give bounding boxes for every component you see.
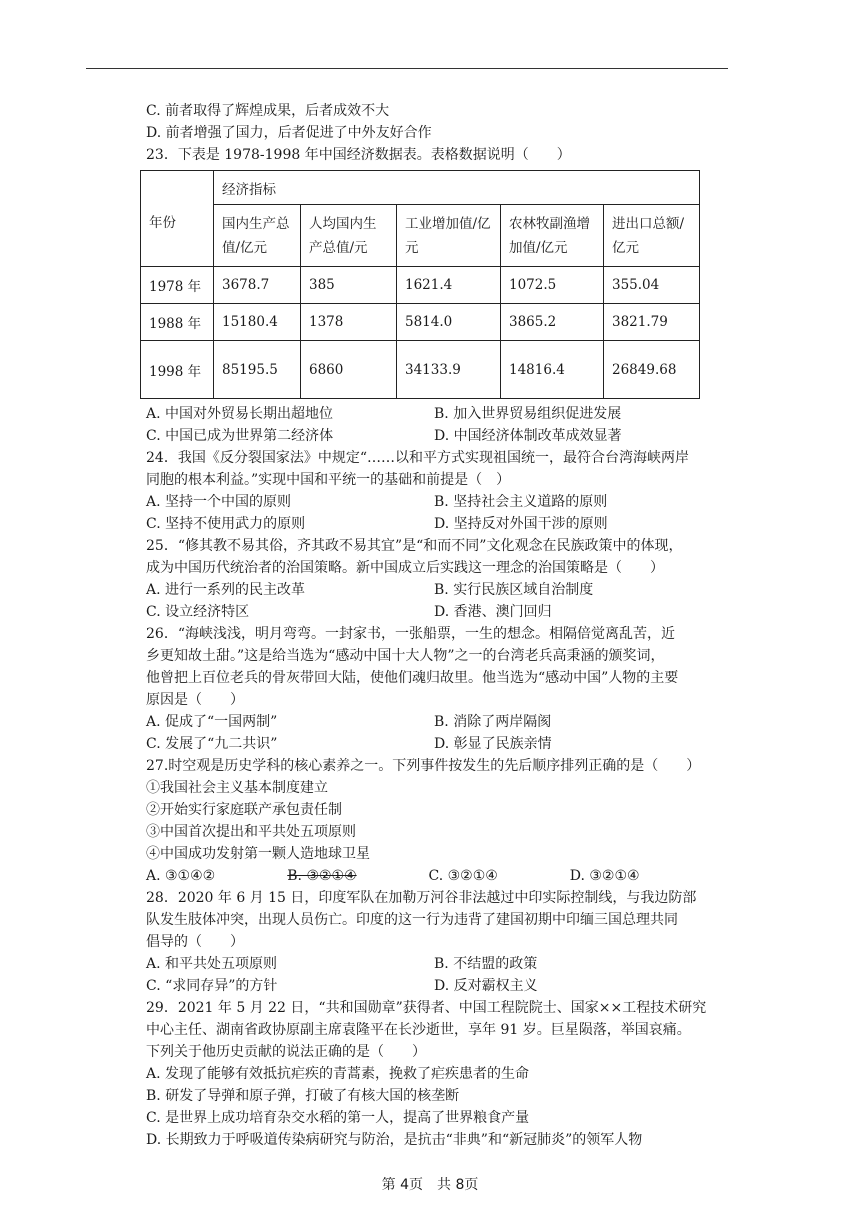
option-d: D. 中国经济体制改革成效显著 bbox=[434, 428, 622, 444]
table-cell: 1621.4 bbox=[397, 267, 501, 304]
question-24 bbox=[146, 447, 711, 535]
option-b: B. 消除了两岸隔阂 bbox=[434, 714, 552, 730]
col-header-gdp-per-capita: 人均国内生产总值/元 bbox=[301, 205, 397, 267]
option-b: B. 坚持社会主义道路的原则 bbox=[434, 494, 608, 510]
option-b: B. 加入世界贸易组织促进发展 bbox=[434, 406, 622, 422]
table-row bbox=[141, 267, 700, 304]
table-cell: 85195.5 bbox=[214, 341, 301, 399]
q29-stem-line3: 下列关于他历史贡献的说法正确的是（ ） bbox=[146, 1044, 426, 1060]
option-c: C. 设立经济特区 bbox=[146, 604, 250, 620]
table-cell: 385 bbox=[301, 267, 397, 304]
q26-stem-line4: 原因是（ ） bbox=[146, 692, 244, 708]
year-cell: 1978 年 bbox=[141, 267, 214, 304]
table-row bbox=[141, 304, 700, 341]
option-c: C. 是世界上成功培育杂交水稻的第一人，提高了世界粮食产量 bbox=[146, 1110, 530, 1126]
page-number-footer: 第 4页 共 8页 bbox=[381, 1177, 479, 1193]
option-d: D. 香港、澳门回归 bbox=[434, 604, 552, 620]
col-header-agriculture: 农林牧副渔增加值/亿元 bbox=[501, 205, 604, 267]
question-25 bbox=[146, 535, 711, 623]
question-26 bbox=[146, 623, 711, 755]
table-cell: 5814.0 bbox=[397, 304, 501, 341]
option-b: B. 研发了导弹和原子弹，打破了有核大国的核垄断 bbox=[146, 1088, 460, 1104]
q27-item-1: ①我国社会主义基本制度建立 bbox=[146, 780, 328, 796]
q27-options bbox=[146, 865, 711, 887]
col-header-trade: 进出口总额/亿元 bbox=[604, 205, 700, 267]
col-header-gdp: 国内生产总值/亿元 bbox=[214, 205, 301, 267]
question-29 bbox=[146, 997, 711, 1151]
year-cell: 1998 年 bbox=[141, 341, 214, 399]
q27-item-3: ③中国首次提出和平共处五项原则 bbox=[146, 824, 356, 840]
table-cell: 355.04 bbox=[604, 267, 700, 304]
q28-stem-line3: 倡导的（ ） bbox=[146, 934, 244, 950]
q23-stem: 23．下表是 1978-1998 年中国经济数据表。表格数据说明（ ） bbox=[146, 147, 571, 163]
option-d: D. 彰显了民族亲情 bbox=[434, 736, 552, 752]
option-c: C. 发展了“九二共识” bbox=[146, 736, 278, 752]
table-cell: 6860 bbox=[301, 341, 397, 399]
option-c: C. 中国已成为世界第二经济体 bbox=[146, 428, 334, 444]
option-d: D. 坚持反对外国干涉的原则 bbox=[434, 516, 608, 532]
indicator-group-header: 经济指标 bbox=[214, 171, 700, 205]
q27-item-4: ④中国成功发射第一颗人造地球卫星 bbox=[146, 846, 370, 862]
q26-stem-line3: 他曾把上百位老兵的骨灰带回大陆，使他们魂归故里。他当选为“感动中国”人物的主要 bbox=[146, 670, 679, 686]
q27-stem: 27.时空观是历史学科的核心素养之一。下列事件按发生的先后顺序排列正确的是（ ） bbox=[146, 758, 701, 774]
table-cell: 1378 bbox=[301, 304, 397, 341]
option-d: D. 反对霸权主义 bbox=[434, 978, 538, 994]
q24-stem-line2: 同胞的根本利益。”实现中国和平统一的基础和前提是（ ） bbox=[146, 472, 511, 488]
col-header-industry: 工业增加值/亿元 bbox=[397, 205, 501, 267]
option-b: B. 不结盟的政策 bbox=[434, 956, 538, 972]
option-a: A. ③①④② bbox=[146, 868, 216, 884]
table-row bbox=[141, 341, 700, 399]
q23-options bbox=[146, 403, 711, 447]
exam-page bbox=[146, 100, 711, 1151]
q29-stem-line1: 29．2021 年 5 月 22 日，“共和国勋章”获得者、中国工程院院士、国家××工程技术研究 bbox=[146, 1000, 707, 1016]
option-a: A. 进行一系列的民主改革 bbox=[146, 582, 306, 598]
option-b: B. ③②①④ bbox=[287, 868, 357, 884]
question-27 bbox=[146, 755, 711, 887]
option-a: A. 坚持一个中国的原则 bbox=[146, 494, 292, 510]
table-cell: 3678.7 bbox=[214, 267, 301, 304]
option-a: A. 中国对外贸易长期出超地位 bbox=[146, 406, 334, 422]
q26-stem-line1: 26．“海峡浅浅，明月弯弯。一封家书，一张船票，一生的想念。相隔倍觉离乱苦，近 bbox=[146, 626, 675, 642]
q27-item-2: ②开始实行家庭联产承包责任制 bbox=[146, 802, 342, 818]
table-cell: 1072.5 bbox=[501, 267, 604, 304]
question-28 bbox=[146, 887, 711, 997]
q28-stem-line2: 队发生肢体冲突，出现人员伤亡。印度的这一行为违背了建国初期中印缅三国总理共同 bbox=[146, 912, 678, 928]
option-c: C. ③②①④ bbox=[428, 868, 498, 884]
q26-options bbox=[146, 711, 711, 755]
q29-stem-line2: 中心主任、湖南省政协原副主席袁隆平在长沙逝世，享年 91 岁。巨星陨落，举国哀痛。 bbox=[146, 1022, 691, 1038]
q25-stem-line2: 成为中国历代统治者的治国策略。新中国成立后实践这一理念的治国策略是（ ） bbox=[146, 560, 664, 576]
option-d: D. ③②①④ bbox=[569, 868, 640, 884]
table-cell: 15180.4 bbox=[214, 304, 301, 341]
q25-stem-line1: 25．“修其教不易其俗，齐其政不易其宜”是“和而不同”文化观念在民族政策中的体现， bbox=[146, 538, 683, 554]
q28-options bbox=[146, 953, 711, 997]
option-a: A. 促成了“一国两制” bbox=[146, 714, 278, 730]
header-rule bbox=[86, 68, 728, 69]
option-c: C. “求同存异”的方针 bbox=[146, 978, 278, 994]
option-a: A. 和平共处五项原则 bbox=[146, 956, 278, 972]
q28-stem-line1: 28．2020 年 6 月 15 日，印度军队在加勒万河谷非法越过中印实际控制线，与我边防部 bbox=[146, 890, 697, 906]
q25-options bbox=[146, 579, 711, 623]
prev-option-c: C. 前者取得了辉煌成果，后者成效不大 bbox=[146, 103, 390, 119]
option-a: A. 发现了能够有效抵抗疟疾的青蒿素，挽救了疟疾患者的生命 bbox=[146, 1066, 530, 1082]
option-b: B. 实行民族区域自治制度 bbox=[434, 582, 594, 598]
table-cell: 26849.68 bbox=[604, 341, 700, 399]
table-cell: 3821.79 bbox=[604, 304, 700, 341]
question-23 bbox=[146, 144, 711, 447]
table-cell: 34133.9 bbox=[397, 341, 501, 399]
year-header-cell: 年份 bbox=[141, 171, 214, 267]
q24-options bbox=[146, 491, 711, 535]
table-cell: 3865.2 bbox=[501, 304, 604, 341]
prev-option-d: D. 前者增强了国力，后者促进了中外友好合作 bbox=[146, 125, 432, 141]
economy-data-table bbox=[140, 170, 700, 399]
year-cell: 1988 年 bbox=[141, 304, 214, 341]
table-cell: 14816.4 bbox=[501, 341, 604, 399]
option-c: C. 坚持不使用武力的原则 bbox=[146, 516, 306, 532]
q24-stem-line1: 24．我国《反分裂国家法》中规定“……以和平方式实现祖国统一，最符合台湾海峡两岸 bbox=[146, 450, 689, 466]
option-d: D. 长期致力于呼吸道传染病研究与防治，是抗击“非典”和“新冠肺炎”的领军人物 bbox=[146, 1132, 643, 1148]
q26-stem-line2: 乡更知故土甜。”这是给当选为“感动中国十大人物”之一的台湾老兵高秉涵的颁奖词， bbox=[146, 648, 665, 664]
